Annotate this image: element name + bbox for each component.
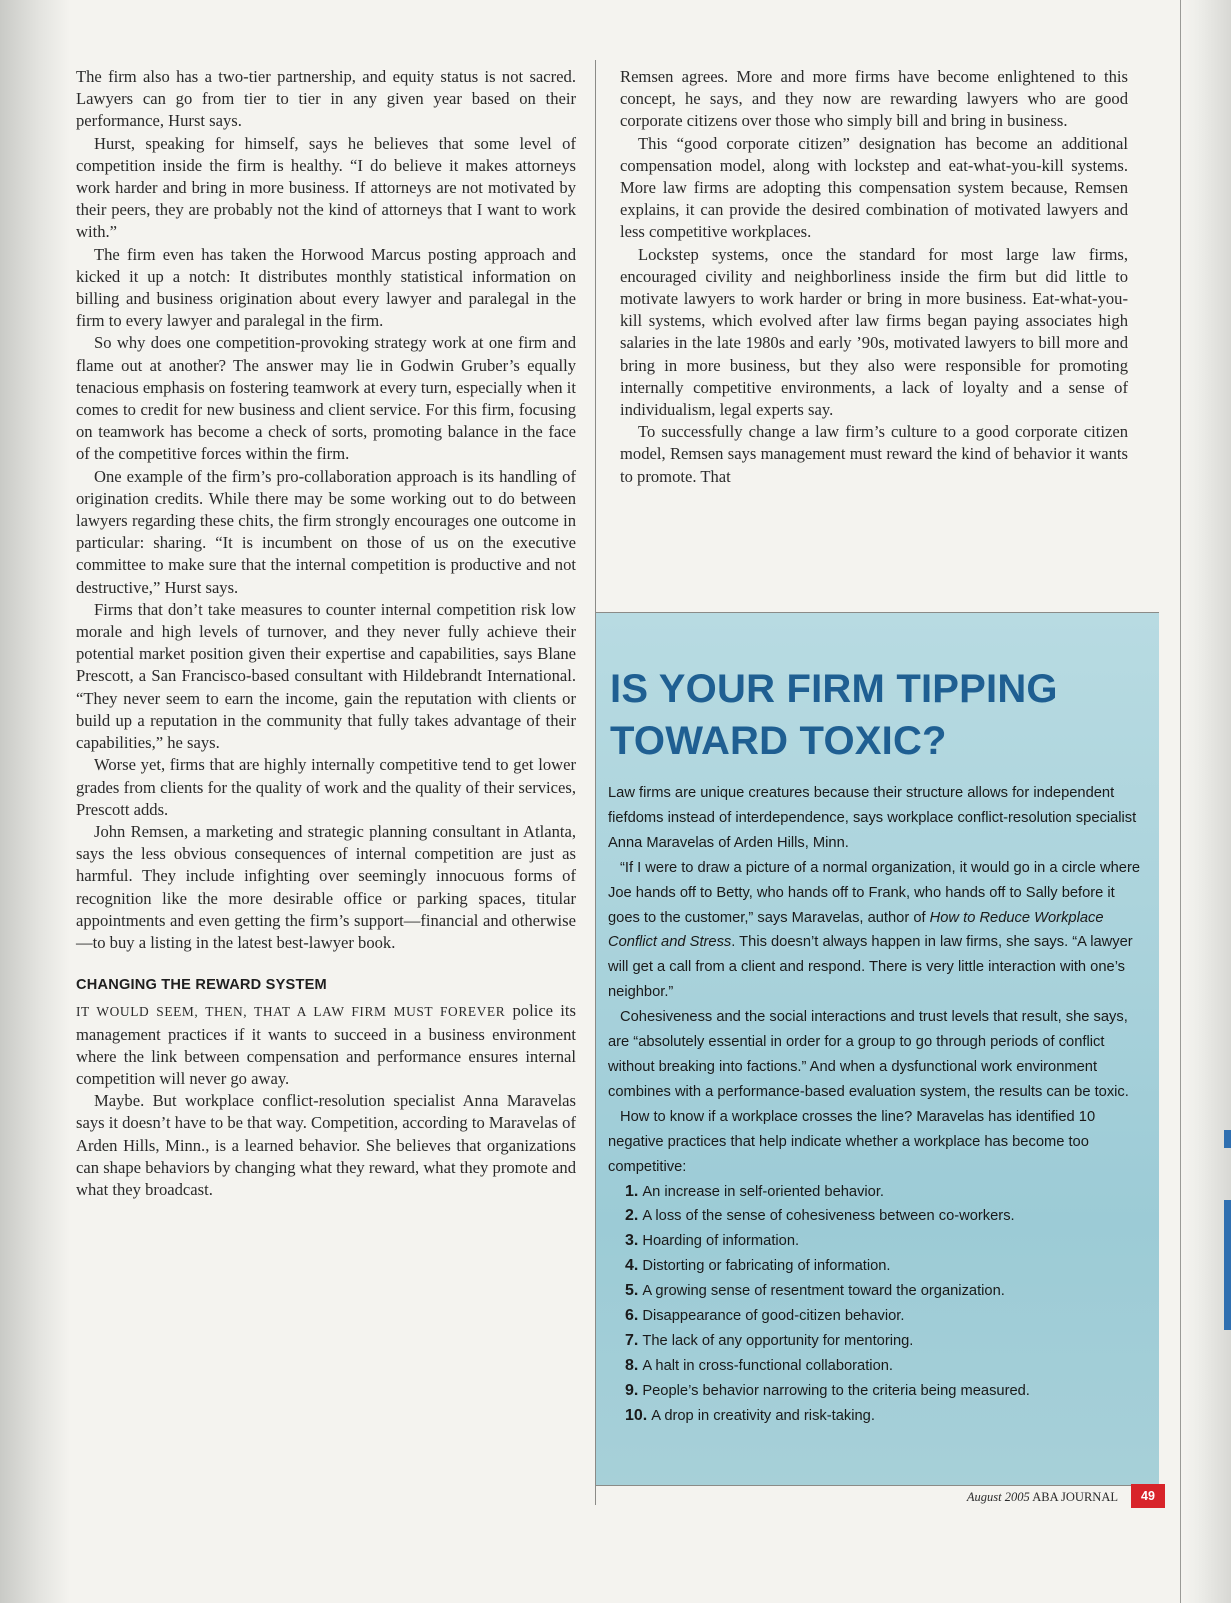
body-paragraph: Firms that don’t take measures to counter internal competition risk low morale and high levels of turnover, and they never fully achieve their potential market position given their expertise and capabilities, says Blane Prescott, a San Francisco-based consultant with Hildebrandt International. “They never seem to earn the income, gain the reputation with clients or build up a reputation in the community that fully takes advantage of their capabilities,” he says. xyxy=(76,599,576,753)
left-column xyxy=(76,66,576,1201)
issue-date: August 2005 xyxy=(966,1490,1030,1504)
body-paragraph: Worse yet, firms that are highly internally competitive tend to get lower grades from clients for the quality of work and the quality of their services, Prescott adds. xyxy=(76,755,576,819)
quote-text: “If I were to draw a picture of a normal organization, it would go in a circle where Joe hands off to Betty, who hands off to Frank, who hands off to Sally before it goes to the customer,” says Maravelas, author of xyxy=(608,859,1141,926)
body-paragraph xyxy=(76,1000,576,1090)
list-item: 3. Hoarding of information. xyxy=(625,1232,800,1250)
body-paragraph: John Remsen, a marketing and strategic planning consultant in Atlanta, says the less obvious consequences of internal competition are just as harmful. They include infighting over seemingly innocuous forms of recognition like the more desirable office or parking spaces, titular appointments and even getting the firm’s support—financial and otherwise—to buy a listing in the latest best-lawyer book. xyxy=(76,821,576,952)
quote-text: . This doesn’t always happen in law firms, she says. “A lawyer will get a call from a client and respond. There is very little interaction with one’s neighbor.” xyxy=(608,934,1133,1001)
publication-name: ABA JOURNAL xyxy=(1032,1490,1118,1504)
edge-tab-mark xyxy=(1224,1200,1231,1330)
body-paragraph: This “good corporate citizen” designation has become an additional compensation model, along with lockstep and eat-what-you-kill systems. More law firms are adopting this compensation system because, Remsen explains, it can provide the desired combination of motivated lawyers and less competitive workplaces. xyxy=(620,133,1128,242)
list-item: 6. Disappearance of good-citizen behavior. xyxy=(625,1307,905,1325)
body-paragraph: Maybe. But workplace conflict-resolution specialist Anna Maravelas says it doesn’t have to be that way. Competition, according to Maravelas of Arden Hills, Minn., is a learned behavior. She believes that organizations can shape behaviors by changing what they reward, what they promote and what they broadcast. xyxy=(76,1091,576,1199)
body-paragraph: Hurst, speaking for himself, says he believes that some level of competition inside the firm is healthy. “I do believe it makes attorneys work harder and bring in more business. If attorneys are not motivated by their peers, they are probably not the kind of attorneys that I want to work with.” xyxy=(76,133,576,242)
list-item: 9. People’s behavior narrowing to the criteria being measured. xyxy=(625,1381,1030,1399)
sidebar-title-line: IS YOUR FIRM TIPPING xyxy=(610,667,1058,711)
sidebar-paragraph: Law firms are unique creatures because their structure allows for independent fiefdoms instead of interdependence, says workplace conflict-resolution specialist Anna Maravelas of Arden Hills, Minn. xyxy=(608,785,1137,851)
list-item: 1. An increase in self-oriented behavior. xyxy=(625,1182,885,1200)
page-footer xyxy=(900,1488,1118,1506)
edge-tab-mark xyxy=(1224,1130,1231,1148)
sidebar-box xyxy=(596,612,1159,1486)
body-paragraph: The firm also has a two-tier partnership, and equity status is not sacred. Lawyers can go from tier to tier in any given year based on their performance, Hurst says. xyxy=(76,67,576,131)
body-paragraph: So why does one competition-provoking strategy work at one firm and flame out at another? The answer may lie in Godwin Gruber’s equally tenacious emphasis on fostering teamwork at every turn, especially when it comes to credit for new business and client service. For this firm, focusing on teamwork has become a check of sorts, promoting balance in the face of the competitive forces within the firm. xyxy=(76,333,576,464)
right-column xyxy=(620,66,1128,488)
body-paragraph: The firm even has taken the Horwood Marcus posting approach and kicked it up a notch: It distributes monthly statistical information on billing and business origination about every lawyer and paralegal in the firm to every lawyer and paralegal in the firm. xyxy=(76,244,576,331)
body-paragraph: To successfully change a law firm’s culture to a good corporate citizen model, Remsen says management must reward the kind of behavior it wants to promote. That xyxy=(620,422,1128,486)
sidebar-title-line: TOWARD TOXIC? xyxy=(610,719,947,763)
page-shadow-left xyxy=(0,0,70,1603)
lead-in-continuation: police its management practices if it wants to succeed in a business environment where the link between compensation and performance ensures internal competition will never go away. xyxy=(76,1001,576,1088)
page-number: 49 xyxy=(1131,1484,1165,1508)
sidebar-paragraph: Cohesiveness and the social interactions and trust levels that result, she says, are “absolutely essential in order for a group to go through periods of conflict without breaking into factions.” And when a dysfunctional work environment combines with a performance-based evaluation system, the results can be toxic. xyxy=(608,1009,1129,1100)
body-paragraph: One example of the firm’s pro-collaboration approach is its handling of origination credits. While there may be some working out to do between lawyers regarding these chits, the firm strongly encourages one outcome in particular: sharing. “It is incumbent on those of us on the executive committee to make sure that the internal competition is productive and not destructive,” Hurst says. xyxy=(76,466,576,597)
list-item: 2. A loss of the sense of cohesiveness between co-workers. xyxy=(625,1207,1015,1225)
page-shadow-right xyxy=(1183,0,1231,1603)
section-subhead: CHANGING THE REWARD SYSTEM xyxy=(76,977,327,994)
sidebar-body xyxy=(608,781,1148,1429)
toxic-practices-list xyxy=(608,1180,1148,1429)
list-item: 7. The lack of any opportunity for mentoring. xyxy=(625,1331,914,1349)
sidebar-title xyxy=(610,663,1150,767)
body-paragraph: Lockstep systems, once the standard for most large law firms, encouraged civility and neighborliness inside the firm but did little to motivate lawyers to work harder or bring in more business. Eat-what-you-kill systems, which evolved after law firms began paying associates high salaries in the late 1980s and early ’90s, motivated lawyers to bill more and bring in more business, but they also were responsible for promoting internally competitive environments, a lack of loyalty and a sense of individualism, legal experts say. xyxy=(620,244,1128,420)
list-item: 5. A growing sense of resentment toward the organization. xyxy=(625,1282,1005,1300)
list-item: 8. A halt in cross-functional collaboration. xyxy=(625,1356,893,1374)
sidebar-paragraph xyxy=(608,856,1148,1005)
book-title: How to Reduce Workplace Conflict and Stress xyxy=(608,909,1104,951)
lead-in-caps: IT WOULD SEEM, THEN, THAT A LAW FIRM MUST FOREVER xyxy=(76,1004,506,1020)
list-item: 4. Distorting or fabricating of information. xyxy=(625,1257,891,1275)
sidebar-paragraph: How to know if a workplace crosses the line? Maravelas has identified 10 negative practices that help indicate whether a workplace has become too competitive: xyxy=(608,1108,1096,1175)
list-item: 10. A drop in creativity and risk-taking. xyxy=(625,1406,875,1424)
page-edge-rule xyxy=(1180,0,1181,1603)
body-paragraph: Remsen agrees. More and more firms have become enlightened to this concept, he says, and they now are rewarding lawyers who are good corporate citizens over those who simply bill and bring in business. xyxy=(620,67,1128,131)
